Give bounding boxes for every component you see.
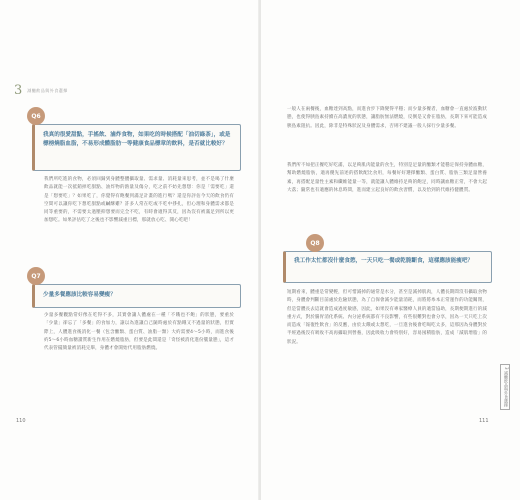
question-badge-q8: Q8 — [306, 234, 324, 252]
answer-text-q6: 我們所吃進的食物，必須回歸到身體整體攝取量、需求量、消耗量來思考，並不是喝了什麼飲品就能一次抵銷掉吃甜點、油炸物的熱量及傷分，吃之前不妨先想想：你是「需要吃」還是「想要吃」？如果吃了，你覺得有飽餐到滿足計畫的進行嗎？還是你評估今天的飲食仍有空間可以讓你吃下想吃甜點或鹹酥雞？許多人常在吃或不吃中掙扎，但心理和身體需求都是同等重要的，不需要太過壓抑想要而完全不吃，有時會適得其反，因為沒有被滿足到所以更加想吃。如果評估吃了之後也不影響減重目標，那就放心吃、開心吃吧！ — [44, 177, 234, 224]
right-page — [261, 0, 520, 500]
paragraph-1: 一般人在兩餐後，血糖達到高點，而進食步下降變得平穩；而少量多餐者，血糖會一直處於波動狀態，也使得胰島素持續在高濃度的狀態，讓脂肪無法燃燒，反倒是又會在脂肪，長期下來可能造成胰島素阻抗。因此，除非是特殊狀況及身體需求，否則不建議一般人採行少量多餐。 — [287, 107, 487, 129]
question-text-q8: 我工作太忙都沒什麼食慾，一天只吃一餐或乾脆斷食，這樣應該能瘦吧？ — [294, 258, 474, 264]
page-number-right: 111 — [479, 418, 489, 424]
chapter-number: 3 — [14, 83, 23, 98]
question-box-q6 — [32, 124, 241, 171]
answer-text-q8: 短期看來，體重是常變輕，但可惜減掉的通常是水分，甚至是減掉肌肉，人體長期間沒有攝取食物時，身體會判斷目前處於危險狀態，為了自保會減少能量消耗，而將將糸本正常運作的功能關閉，但是當體長去這就會造成過度敏感，因此，如果沒有專家醫療人員的適當協助，長期便期進行的減重方式，對於腸胃消化系統、內分泌系統都有不良影響，有些很難對也會分享，因為一天只吃上次而造成「報復性飲食」的反應，由於太餓或太想吃，一旦進食後會吃喝吃太多，這那因為身體對於半經過後沒有吸收不高再攝取到營養，因此吸收力會特別好，容易囤積脂肪，造成「減肌增脂」的狀況。 — [287, 290, 487, 345]
paragraph-2: 我們所不如把正餐吃好吃滿，以足夠肌肉能量的食生，特別是足量的醣類才能穩定保持身體血糖，幫助燃燒脂肪，適再優先前述的搭飲配比食用，每餐好好選擇醣類、蛋白質、脂肪三類足量營養素，再搭配足量性主素和纖維能量一等，就能讓人體維持足夠的飽足，同時讓血糖正常，不會大起大落；隨常也有適應的休息時間，進而建立起良好的飲食習慣，以及恰到的代維持健體質。 — [287, 163, 487, 193]
chapter-title: 減醣飲品與外食選擇 — [27, 87, 68, 93]
left-page — [0, 0, 259, 500]
answer-text-q7: 少量多餐觀點常好像在吃得不多，其實會讓人體處在一種「不餓也不飽」的狀態，要重於「少量」卻忘了「多餐」的食加力，譲以為進讓自己隨時處於有點餓又不過量的狀態，但實際上，人體進食後消化一餐（包含醣類、蛋白質、油脂一類）大約需要4～5小時，而進食後約5～6小時血糖讀質新生作用在燃燒脂肪，但要是此間還是「奇怪被消化進份壟量態」，這才代表管擺簡量被消耗完畢，身體才會開始代用脂肪燃燒。 — [44, 313, 234, 352]
question-text-q6: 我真的很愛甜點，手搖飲、滷炸食物，如果吃的時候搭配「油切綠茶」，或是標榜燒脂血脂，不易形成體脂肪一等健康食品標章的飲料，是否就比較好？ — [43, 132, 231, 147]
chapter-side-tab: 3 減醣飲品與外食選擇 — [500, 364, 510, 410]
chapter-header — [14, 84, 68, 97]
page-number-left: 110 — [16, 418, 26, 424]
question-badge-q7: Q7 — [27, 267, 45, 285]
question-badge-q6: Q6 — [27, 107, 45, 125]
question-box-q7 — [32, 284, 241, 308]
question-box-q8 — [283, 251, 492, 283]
question-text-q7: 少量多餐應該比較容易變瘦？ — [43, 292, 116, 298]
